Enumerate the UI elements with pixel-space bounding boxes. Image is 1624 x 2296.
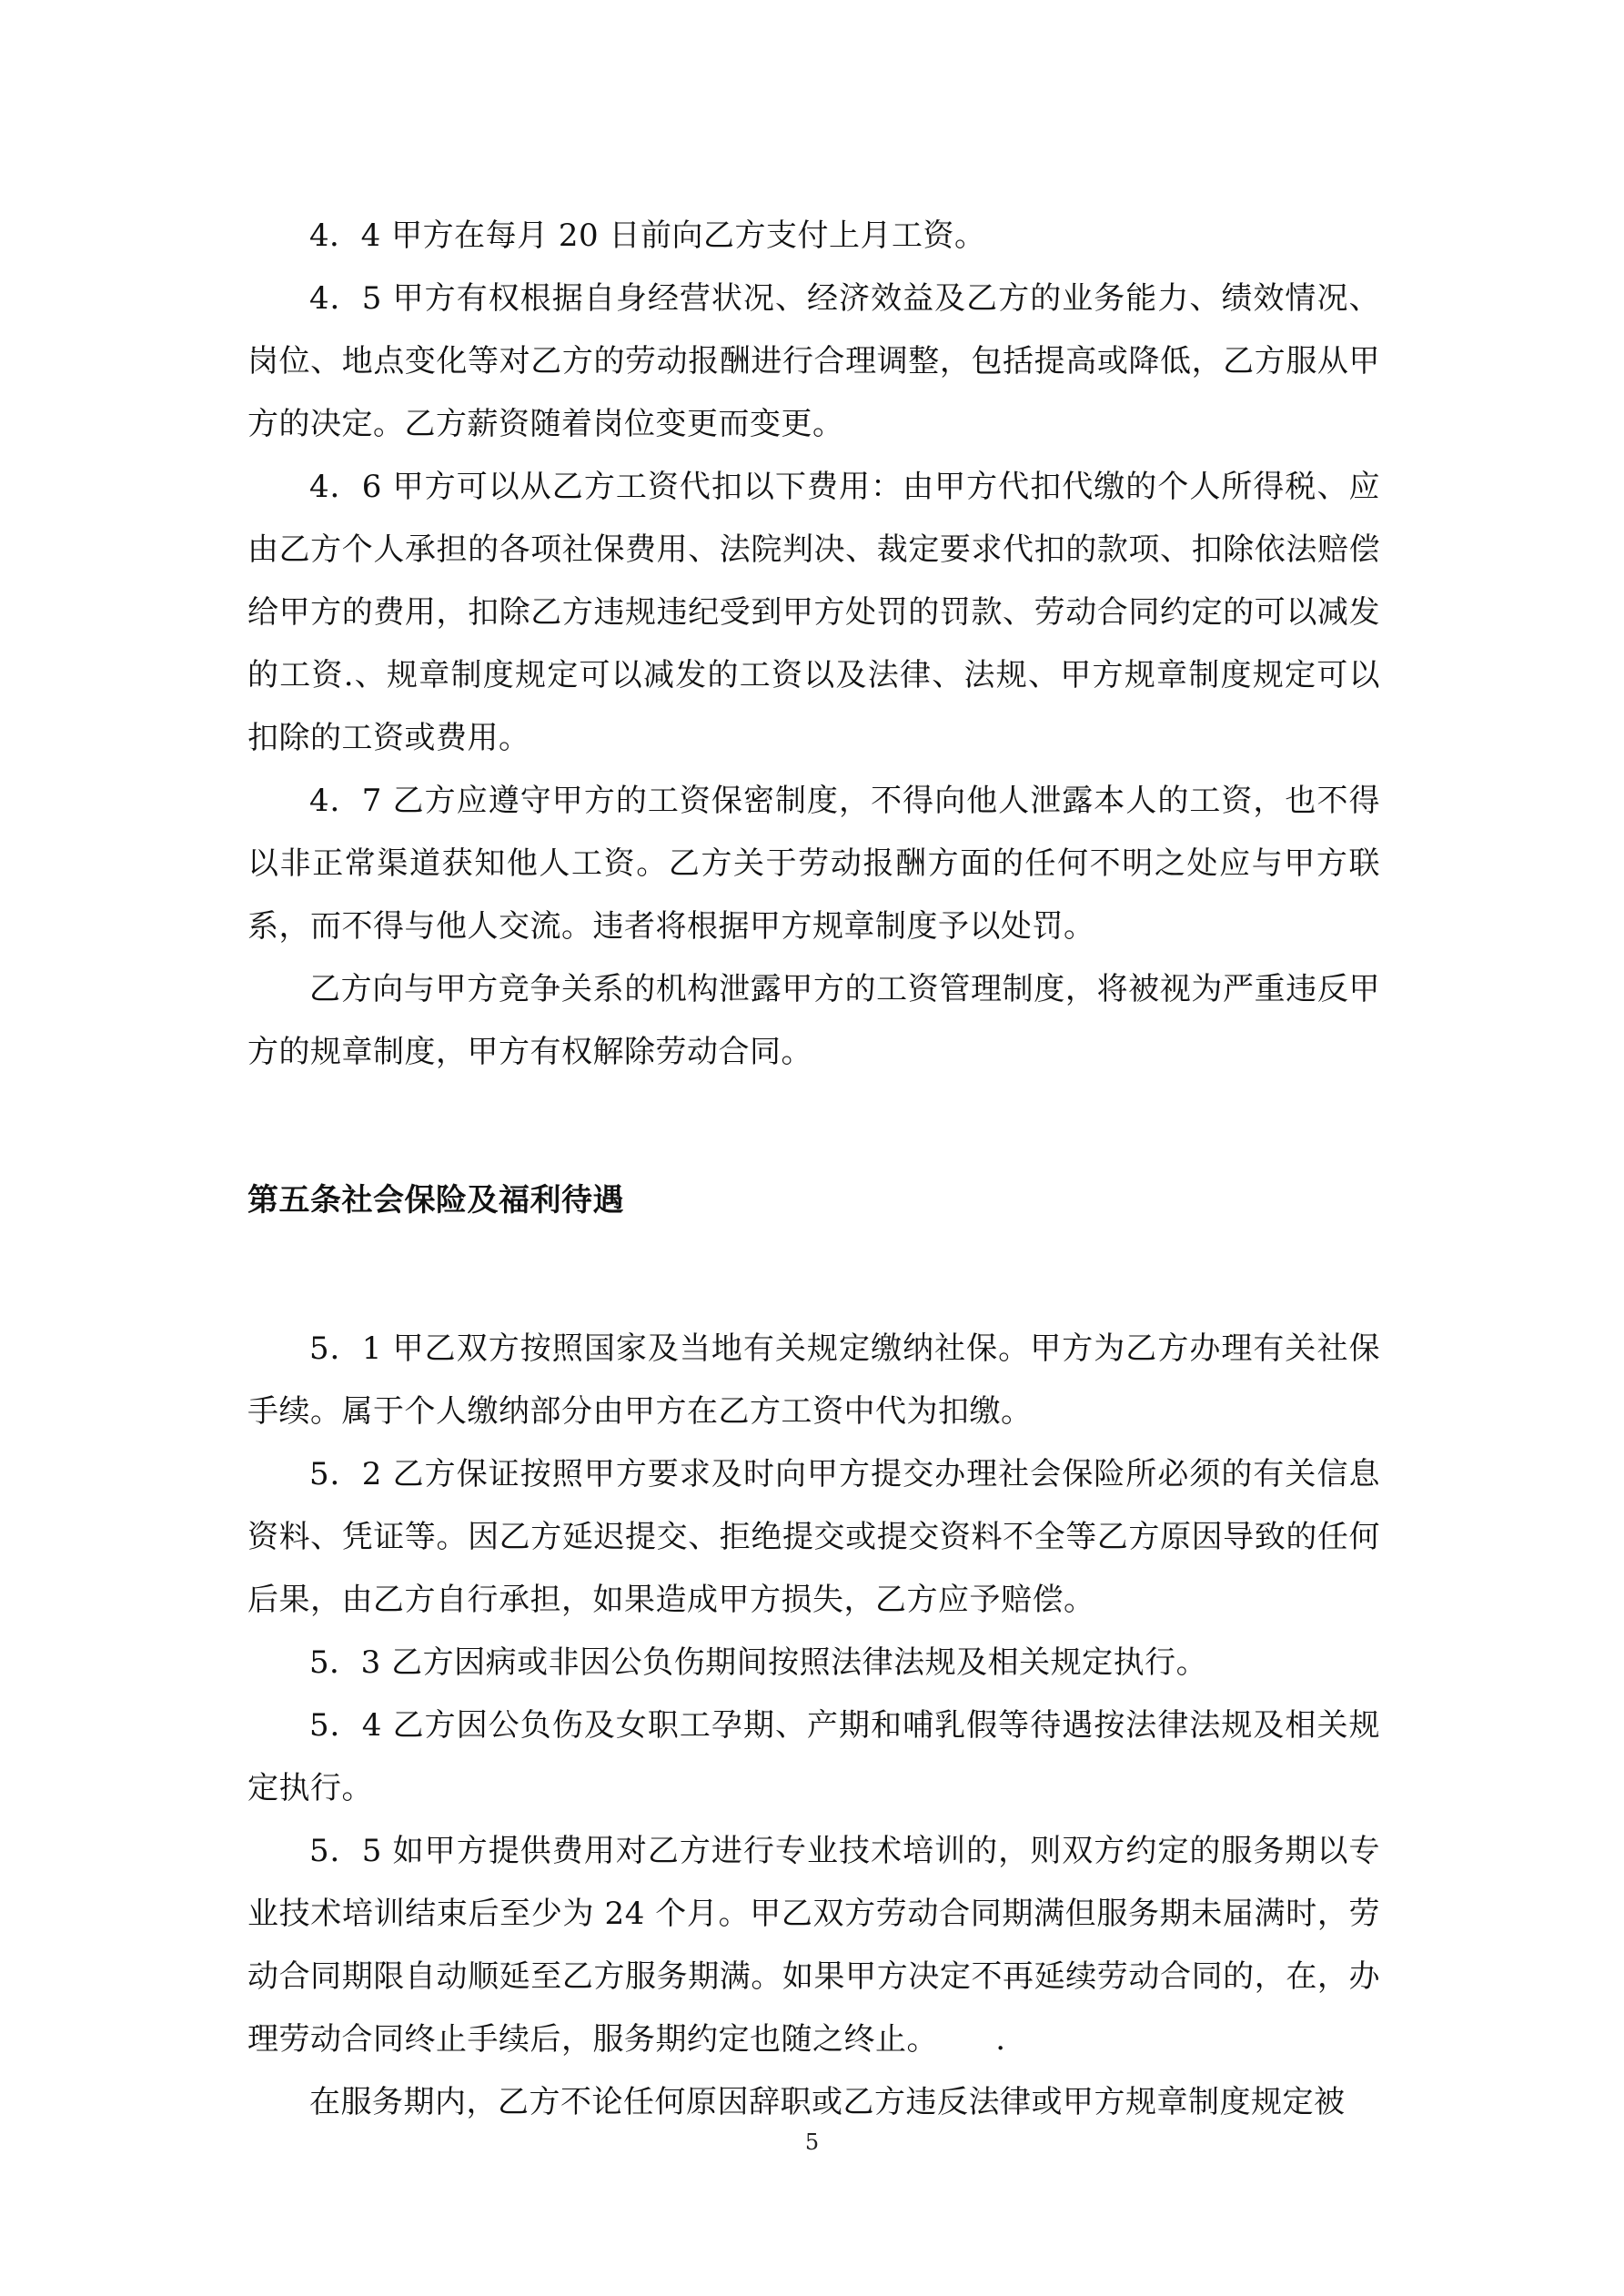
clause-4-5: 4．5 甲方有权根据自身经营状况、经济效益及乙方的业务能力、绩效情况、岗位、地点变化等对乙方的劳动报酬进行合理调整，包括提高或降低，乙方服从甲方的决定。乙方薪资随着岗位变更而变更。 xyxy=(247,280,1380,442)
section-5-heading: 第五条社会保险及福利待遇 xyxy=(247,1182,624,1219)
clause-5-1: 5．1 甲乙双方按照国家及当地有关规定缴纳社保。甲方为乙方办理有关社保手续。属于个人缴纳部分由甲方在乙方工资中代为扣缴。 xyxy=(247,1330,1380,1430)
clause-5-3: 5．3 乙方因病或非因公负伤期间按照法律法规及相关规定执行。 xyxy=(309,1644,1208,1681)
clause-5-5-continuation: 在服务期内，乙方不论任何原因辞职或乙方违反法律或甲方规章制度规定被 xyxy=(309,2084,1346,2120)
clause-5-2: 5．2 乙方保证按照甲方要求及时向甲方提交办理社会保险所必须的有关信息资料、凭证等。因乙方延迟提交、拒绝提交或提交资料不全等乙方原因导致的任何后果，由乙方自行承担，如果造成甲方损失，乙方应予赔偿。 xyxy=(247,1456,1380,1618)
page-number: 5 xyxy=(804,2129,820,2155)
clause-5-5: 5．5 如甲方提供费用对乙方进行专业技术培训的，则双方约定的服务期以专业技术培训结束后至少为 24 个月。甲乙双方劳动合同期满但服务期未届满时，劳动合同期限自动顺延至乙方服务期满。如果甲方决定不再延续劳动合同的，在，办理劳动合同终止手续后，服务期约定也随之终止。 . xyxy=(247,1833,1380,2058)
clause-4-7: 4．7 乙方应遵守甲方的工资保密制度，不得向他人泄露本人的工资，也不得以非正常渠道获知他人工资。乙方关于劳动报酬方面的任何不明之处应与甲方联系，而不得与他人交流。违者将根据甲方规章制度予以处罚。 xyxy=(247,783,1380,945)
page-body xyxy=(247,205,1380,2134)
clause-4-6: 4．6 甲方可以从乙方工资代扣以下费用：由甲方代扣代缴的个人所得税、应由乙方个人承担的各项社保费用、法院判决、裁定要求代扣的款项、扣除依法赔偿给甲方的费用，扣除乙方违规违纪受到甲方处罚的罚款、劳动合同约定的可以减发的工资.、规章制度规定可以减发的工资以及法律、法规、甲方规章制度规定可以扣除的工资或费用。 xyxy=(247,469,1380,756)
clause-4-4: 4．4 甲方在每月 20 日前向乙方支付上月工资。 xyxy=(309,217,986,254)
clause-5-4: 5．4 乙方因公负伤及女职工孕期、产期和哺乳假等待遇按法律法规及相关规定执行。 xyxy=(247,1707,1380,1806)
clause-4-7-addendum: 乙方向与甲方竞争关系的机构泄露甲方的工资管理制度，将被视为严重违反甲方的规章制度，甲方有权解除劳动合同。 xyxy=(247,971,1380,1070)
